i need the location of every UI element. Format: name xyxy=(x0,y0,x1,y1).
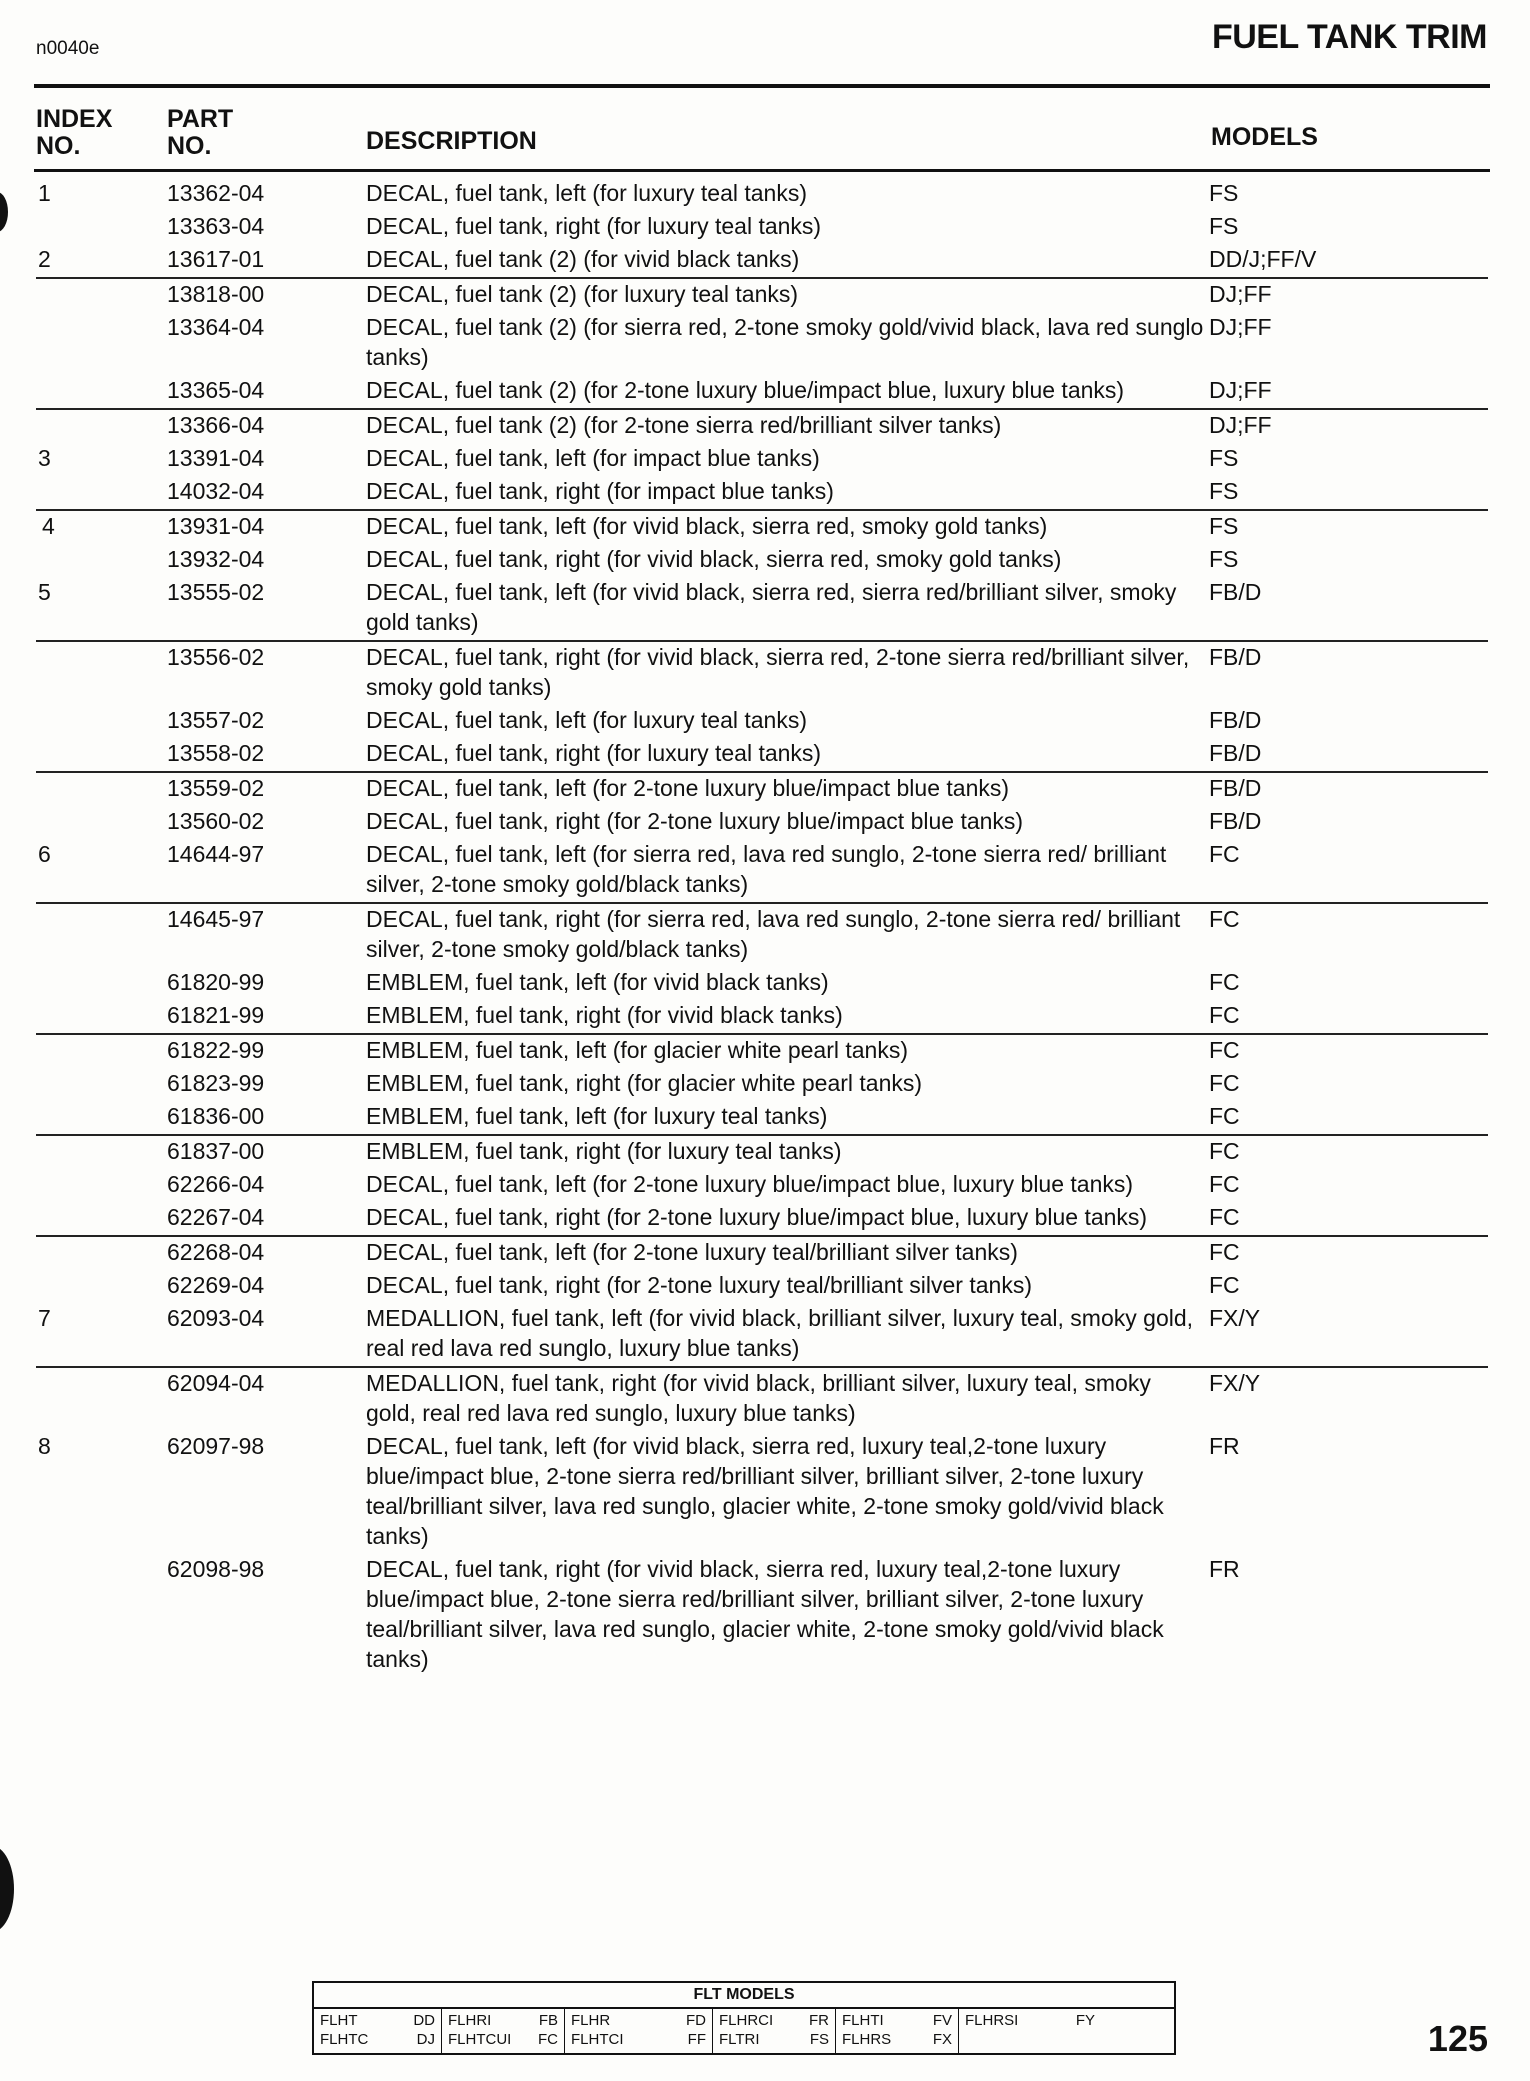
table-row xyxy=(0,312,1530,372)
table-row xyxy=(0,178,1530,208)
description-cell: DECAL, fuel tank, left (for 2-tone luxury teal/brilliant silver tanks) xyxy=(366,1239,1018,1265)
legend-entry xyxy=(448,2030,558,2049)
models-cell: DJ;FF xyxy=(1209,314,1272,340)
index-cell: 3 xyxy=(38,445,51,471)
legend-entry xyxy=(842,2030,952,2049)
description-cell: DECAL, fuel tank (2) (for luxury teal tanks) xyxy=(366,281,799,307)
index-cell: 2 xyxy=(38,246,51,272)
models-cell: DJ;FF xyxy=(1209,377,1272,403)
legend-entry xyxy=(448,2011,558,2030)
table-row xyxy=(36,1366,1488,1428)
models-cell: FC xyxy=(1209,1138,1240,1164)
description-cell: DECAL, fuel tank, right (for 2-tone luxury teal/brilliant silver tanks) xyxy=(366,1272,1032,1298)
models-cell: DD/J;FF/V xyxy=(1209,246,1317,272)
models-cell: FB/D xyxy=(1209,707,1262,733)
description-cell: EMBLEM, fuel tank, left (for luxury teal tanks) xyxy=(366,1103,828,1129)
legend-model-name: FLHTC xyxy=(320,2031,369,2048)
legend-model-code: FV xyxy=(932,2012,952,2029)
part-number-cell: 13391-04 xyxy=(167,445,265,471)
legend-model-name: FLTRI xyxy=(719,2031,760,2048)
part-number-cell: 13364-04 xyxy=(167,314,265,340)
part-number-cell: 61837-00 xyxy=(167,1138,265,1164)
description-cell: DECAL, fuel tank, right (for sierra red, lava red sunglo, 2-tone sierra red/ brilliant silver, 2-tone smoky gold/black tanks) xyxy=(366,906,1181,962)
table-row xyxy=(36,771,1488,803)
part-number-cell: 13557-02 xyxy=(167,707,265,733)
header-rule xyxy=(34,169,1490,172)
table-row xyxy=(36,902,1488,964)
part-number-cell: 13931-04 xyxy=(167,513,265,539)
legend-entry xyxy=(320,2030,435,2049)
models-cell: FC xyxy=(1209,841,1240,867)
description-cell: DECAL, fuel tank, right (for 2-tone luxury blue/impact blue tanks) xyxy=(366,808,1024,834)
part-number-cell: 13365-04 xyxy=(167,377,265,403)
table-row xyxy=(0,375,1530,405)
models-cell: FS xyxy=(1209,513,1239,539)
index-cell: 5 xyxy=(38,579,51,605)
description-cell: DECAL, fuel tank, left (for vivid black, sierra red, sierra red/brilliant silver, smoky gold tanks) xyxy=(366,579,1177,635)
table-row xyxy=(0,244,1530,274)
part-number-cell: 61822-99 xyxy=(167,1037,265,1063)
table-row xyxy=(0,476,1530,506)
table-row xyxy=(0,1169,1530,1199)
table-row xyxy=(0,738,1530,768)
legend-model-code: FX xyxy=(932,2031,952,2048)
models-cell: FC xyxy=(1209,1272,1240,1298)
index-cell: 1 xyxy=(38,180,51,206)
table-row xyxy=(0,443,1530,473)
column-header-models: MODELS xyxy=(1211,123,1318,151)
table-row xyxy=(36,1033,1488,1065)
legend-model-code: FR xyxy=(809,2012,829,2029)
part-number-cell: 62267-04 xyxy=(167,1204,265,1230)
models-cell: FC xyxy=(1209,1070,1240,1096)
index-cell: 8 xyxy=(38,1433,51,1459)
part-number-cell: 14032-04 xyxy=(167,478,265,504)
description-cell: DECAL, fuel tank, left (for 2-tone luxury blue/impact blue, luxury blue tanks) xyxy=(366,1171,1134,1197)
table-row xyxy=(0,705,1530,735)
table-row xyxy=(36,408,1488,440)
part-number-cell: 62098-98 xyxy=(167,1556,265,1582)
description-cell: DECAL, fuel tank, right (for luxury teal tanks) xyxy=(366,740,822,766)
part-number-cell: 13555-02 xyxy=(167,579,265,605)
column-header-index: INDEX NO. xyxy=(36,105,113,160)
legend-model-name: FLHT xyxy=(320,2012,358,2029)
legend-model-name: FLHTCI xyxy=(571,2031,624,2048)
description-cell: DECAL, fuel tank, right (for vivid black, sierra red, luxury teal,2-tone luxury blue/impact blue, 2-tone sierra red/brilliant silver, brilliant silver, 2-tone luxury teal/brilliant silver, lava red sunglo, glacier white, 2-tone smoky gold/vivid black tanks) xyxy=(366,1556,1164,1672)
table-row xyxy=(36,640,1488,702)
part-number-cell: 13818-00 xyxy=(167,281,265,307)
description-cell: DECAL, fuel tank, right (for impact blue tanks) xyxy=(366,478,834,504)
table-row xyxy=(0,1068,1530,1098)
part-number-cell: 13617-01 xyxy=(167,246,265,272)
legend-column xyxy=(713,2009,836,2053)
part-number-cell: 61821-99 xyxy=(167,1002,265,1028)
legend-column xyxy=(442,2009,565,2053)
description-cell: DECAL, fuel tank, right (for vivid black, sierra red, smoky gold tanks) xyxy=(366,546,1062,572)
models-cell: FC xyxy=(1209,1002,1240,1028)
models-cell: DJ;FF xyxy=(1209,412,1272,438)
models-cell: FC xyxy=(1209,1103,1240,1129)
index-cell: 7 xyxy=(38,1305,51,1331)
description-cell: DECAL, fuel tank, left (for impact blue tanks) xyxy=(366,445,820,471)
table-row xyxy=(0,1431,1530,1551)
models-cell: FC xyxy=(1209,1037,1240,1063)
models-cell: FC xyxy=(1209,1204,1240,1230)
page-title: FUEL TANK TRIM xyxy=(1211,18,1487,56)
legend-model-name: FLHTI xyxy=(842,2012,884,2029)
legend-model-name: FLHRI xyxy=(448,2012,492,2029)
table-row xyxy=(0,967,1530,997)
description-cell: EMBLEM, fuel tank, left (for glacier white pearl tanks) xyxy=(366,1037,908,1063)
part-number-cell: 61823-99 xyxy=(167,1070,265,1096)
description-cell: EMBLEM, fuel tank, right (for vivid black tanks) xyxy=(366,1002,843,1028)
legend-entry xyxy=(719,2011,829,2030)
binder-hole-bottom xyxy=(0,1846,14,1932)
table-row xyxy=(0,839,1530,899)
models-cell: FC xyxy=(1209,969,1240,995)
legend-model-code: FD xyxy=(686,2012,706,2029)
part-number-cell: 13366-04 xyxy=(167,412,265,438)
table-row xyxy=(0,1000,1530,1030)
models-cell: FC xyxy=(1209,906,1240,932)
column-header-part: PART NO. xyxy=(167,105,234,160)
legend-model-name: FLHRS xyxy=(842,2031,892,2048)
legend-model-name: FLHR xyxy=(571,2012,611,2029)
table-row xyxy=(0,577,1530,637)
part-number-cell: 61820-99 xyxy=(167,969,265,995)
legend-model-name: FLHRSI xyxy=(965,2012,1019,2029)
part-number-cell: 62094-04 xyxy=(167,1370,265,1396)
legend-grid xyxy=(314,2009,1174,2053)
parts-table xyxy=(0,178,1530,1677)
part-number-cell: 62268-04 xyxy=(167,1239,265,1265)
table-row xyxy=(36,1235,1488,1267)
part-number-cell: 13362-04 xyxy=(167,180,265,206)
models-cell: FX/Y xyxy=(1209,1305,1261,1331)
models-cell: DJ;FF xyxy=(1209,281,1272,307)
description-cell: EMBLEM, fuel tank, right (for luxury teal tanks) xyxy=(366,1138,842,1164)
part-number-cell: 13560-02 xyxy=(167,808,265,834)
legend-model-code: FB xyxy=(538,2012,558,2029)
part-number-cell: 61836-00 xyxy=(167,1103,265,1129)
table-row xyxy=(36,277,1488,309)
models-cell: FS xyxy=(1209,445,1239,471)
description-cell: DECAL, fuel tank (2) (for vivid black tanks) xyxy=(366,246,800,272)
part-number-cell: 14645-97 xyxy=(167,906,265,932)
part-number-cell: 13932-04 xyxy=(167,546,265,572)
legend-column xyxy=(959,2009,1101,2053)
models-cell: FR xyxy=(1209,1556,1240,1582)
table-row xyxy=(36,509,1488,541)
legend-model-code: DJ xyxy=(416,2031,435,2048)
description-cell: DECAL, fuel tank, left (for luxury teal tanks) xyxy=(366,180,808,206)
legend-model-code: FY xyxy=(1075,2012,1095,2029)
table-row xyxy=(0,1303,1530,1363)
models-cell: FS xyxy=(1209,180,1239,206)
part-number-cell: 62093-04 xyxy=(167,1305,265,1331)
legend-model-code: FF xyxy=(687,2031,706,2048)
top-rule xyxy=(34,84,1490,88)
part-number-cell: 62097-98 xyxy=(167,1433,265,1459)
description-cell: DECAL, fuel tank (2) (for 2-tone sierra red/brilliant silver tanks) xyxy=(366,412,1002,438)
legend-entry xyxy=(571,2011,706,2030)
models-cell: FB/D xyxy=(1209,644,1262,670)
legend-entry xyxy=(842,2011,952,2030)
table-row xyxy=(0,1101,1530,1131)
legend-model-code: FC xyxy=(538,2031,558,2048)
models-cell: FS xyxy=(1209,546,1239,572)
description-cell: MEDALLION, fuel tank, left (for vivid black, brilliant silver, luxury teal, smoky gold, real red lava red sunglo, luxury blue tanks) xyxy=(366,1305,1194,1361)
legend-column xyxy=(836,2009,959,2053)
legend-model-name: FLHRCI xyxy=(719,2012,774,2029)
models-cell: FS xyxy=(1209,213,1239,239)
part-number-cell: 62266-04 xyxy=(167,1171,265,1197)
description-cell: DECAL, fuel tank (2) (for sierra red, 2-tone smoky gold/vivid black, lava red sunglo tanks) xyxy=(366,314,1204,370)
models-cell: FB/D xyxy=(1209,740,1262,766)
description-cell: DECAL, fuel tank (2) (for 2-tone luxury blue/impact blue, luxury blue tanks) xyxy=(366,377,1125,403)
legend-title: FLT MODELS xyxy=(314,1983,1174,2009)
legend-entry xyxy=(320,2011,435,2030)
table-row xyxy=(0,544,1530,574)
legend-column xyxy=(314,2009,442,2053)
models-cell: FB/D xyxy=(1209,808,1262,834)
table-row xyxy=(36,1134,1488,1166)
models-cell: FB/D xyxy=(1209,579,1262,605)
description-cell: DECAL, fuel tank, right (for luxury teal tanks) xyxy=(366,213,822,239)
legend-entry xyxy=(571,2030,706,2049)
table-row xyxy=(0,1270,1530,1300)
description-cell: EMBLEM, fuel tank, right (for glacier white pearl tanks) xyxy=(366,1070,923,1096)
part-number-cell: 13363-04 xyxy=(167,213,265,239)
legend-model-code: FS xyxy=(809,2031,829,2048)
models-legend xyxy=(312,1981,1176,2055)
legend-entry xyxy=(719,2030,829,2049)
description-cell: DECAL, fuel tank, left (for vivid black, sierra red, smoky gold tanks) xyxy=(366,513,1048,539)
column-header-description: DESCRIPTION xyxy=(366,127,537,155)
index-cell: 4 xyxy=(42,513,55,539)
description-cell: MEDALLION, fuel tank, right (for vivid black, brilliant silver, luxury teal, smoky gold, real red lava red sunglo, luxury blue tanks) xyxy=(366,1370,1151,1426)
models-cell: FC xyxy=(1209,1239,1240,1265)
models-cell: FC xyxy=(1209,1171,1240,1197)
models-cell: FS xyxy=(1209,478,1239,504)
table-row xyxy=(0,1554,1530,1674)
part-number-cell: 13559-02 xyxy=(167,775,265,801)
legend-model-name: FLHTCUI xyxy=(448,2031,512,2048)
table-row xyxy=(0,806,1530,836)
document-id: n0040e xyxy=(36,38,100,59)
table-row xyxy=(0,211,1530,241)
legend-model-code: DD xyxy=(413,2012,435,2029)
description-cell: DECAL, fuel tank, left (for sierra red, lava red sunglo, 2-tone sierra red/ brilliant silver, 2-tone smoky gold/black tanks) xyxy=(366,841,1167,897)
part-number-cell: 13556-02 xyxy=(167,644,265,670)
table-row xyxy=(0,1202,1530,1232)
description-cell: DECAL, fuel tank, left (for 2-tone luxury blue/impact blue tanks) xyxy=(366,775,1010,801)
description-cell: DECAL, fuel tank, right (for vivid black, sierra red, 2-tone sierra red/brilliant silver, smoky gold tanks) xyxy=(366,644,1190,700)
legend-entry xyxy=(965,2011,1095,2030)
description-cell: DECAL, fuel tank, right (for 2-tone luxury blue/impact blue, luxury blue tanks) xyxy=(366,1204,1148,1230)
part-number-cell: 62269-04 xyxy=(167,1272,265,1298)
models-cell: FR xyxy=(1209,1433,1240,1459)
legend-column xyxy=(565,2009,713,2053)
part-number-cell: 14644-97 xyxy=(167,841,265,867)
page-number: 125 xyxy=(1427,2018,1488,2059)
description-cell: DECAL, fuel tank, left (for luxury teal tanks) xyxy=(366,707,808,733)
description-cell: EMBLEM, fuel tank, left (for vivid black tanks) xyxy=(366,969,829,995)
models-cell: FX/Y xyxy=(1209,1370,1261,1396)
part-number-cell: 13558-02 xyxy=(167,740,265,766)
description-cell: DECAL, fuel tank, left (for vivid black, sierra red, luxury teal,2-tone luxury blue/impact blue, 2-tone sierra red/brilliant silver, brilliant silver, 2-tone luxury teal/brilliant silver, lava red sunglo, glacier white, 2-tone smoky gold/vivid black tanks) xyxy=(366,1433,1164,1549)
models-cell: FB/D xyxy=(1209,775,1262,801)
index-cell: 6 xyxy=(38,841,51,867)
